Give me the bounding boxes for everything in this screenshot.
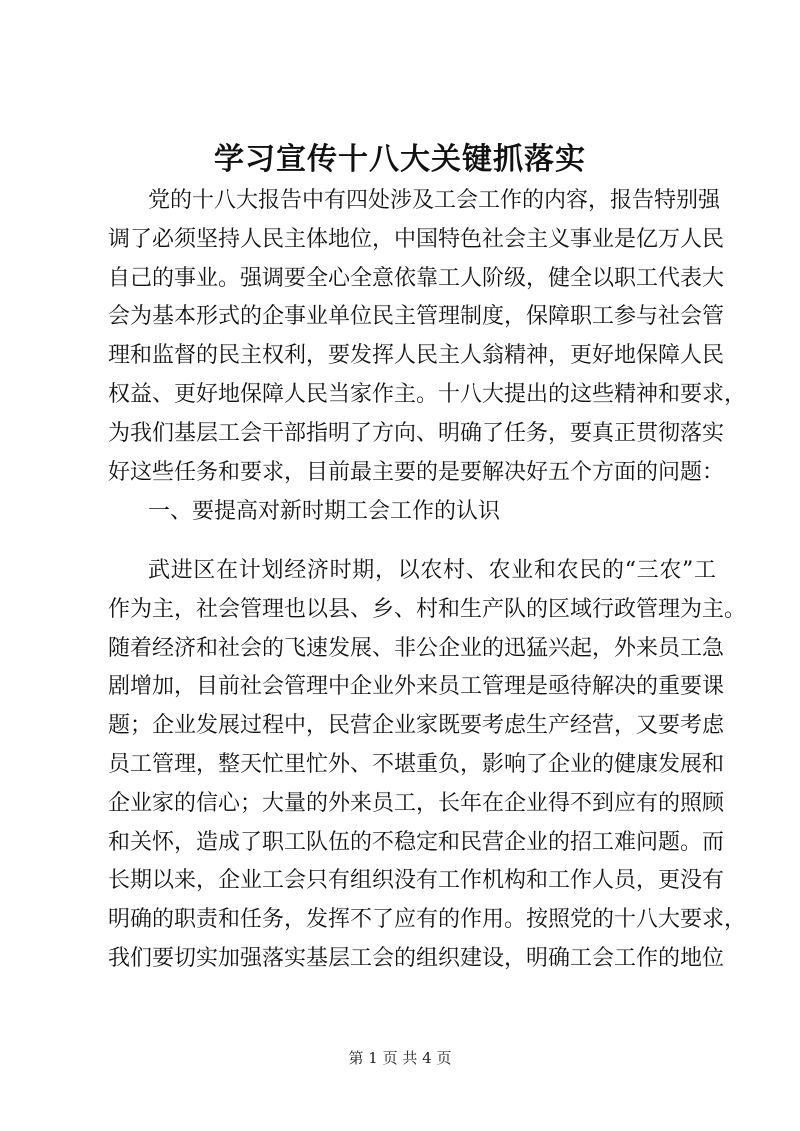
paragraph-line: 为我们基层工会干部指明了方向、明确了任务，要真正贯彻落实	[108, 421, 725, 446]
paragraph-line: 调了必须坚持人民主体地位，中国特色社会主义事业是亿万人民	[108, 227, 725, 252]
page-indicator: 第 1 页 共 4 页	[348, 1049, 452, 1067]
paragraph-line: 权益、更好地保障人民当家作主。十八大提出的这些精神和要求，	[108, 382, 747, 407]
paragraph-line: 题；企业发展过程中，民营企业家既要考虑生产经营，又要考虑	[108, 713, 725, 738]
paragraph-line: 党的十八大报告中有四处涉及工会工作的内容，报告特别强	[148, 188, 721, 213]
paragraph-line: 自己的事业。强调要全心全意依靠工人阶级，健全以职工代表大	[108, 266, 725, 291]
document-title: 学习宣传十八大关键抓落实	[214, 142, 586, 177]
paragraph-line: 会为基本形式的企事业单位民主管理制度，保障职工参与社会管	[108, 304, 725, 329]
paragraph-line: 理和监督的民主权利，要发挥人民主人翁精神，更好地保障人民	[108, 343, 725, 368]
paragraph-line: 和关怀，造成了职工队伍的不稳定和民营企业的招工难问题。而	[108, 830, 725, 855]
paragraph-line: 明确的职责和任务，发挥不了应有的作用。按照党的十八大要求，	[108, 907, 747, 932]
paragraph-line: 我们要切实加强落实基层工会的组织建设，明确工会工作的地位	[108, 946, 725, 971]
paragraph-line: 随着经济和社会的飞速发展、非公企业的迅猛兴起，外来员工急	[108, 636, 725, 661]
paragraph-line: 企业家的信心；大量的外来员工，长年在企业得不到应有的照顾	[108, 791, 725, 816]
section-heading: 一、要提高对新时期工会工作的认识	[148, 499, 501, 524]
paragraph-line: 武进区在计划经济时期，以农村、农业和农民的“三农”工	[148, 558, 716, 583]
paragraph-line: 作为主，社会管理也以县、乡、村和生产队的区域行政管理为主。	[108, 597, 747, 622]
paragraph-line: 长期以来，企业工会只有组织没有工作机构和工作人员，更没有	[108, 868, 725, 893]
paragraph-line: 剧增加，目前社会管理中企业外来员工管理是亟待解决的重要课	[108, 674, 725, 699]
paragraph-line: 员工管理，整天忙里忙外、不堪重负，影响了企业的健康发展和	[108, 752, 725, 777]
paragraph-line: 好这些任务和要求，目前最主要的是要解决好五个方面的问题：	[108, 460, 725, 485]
